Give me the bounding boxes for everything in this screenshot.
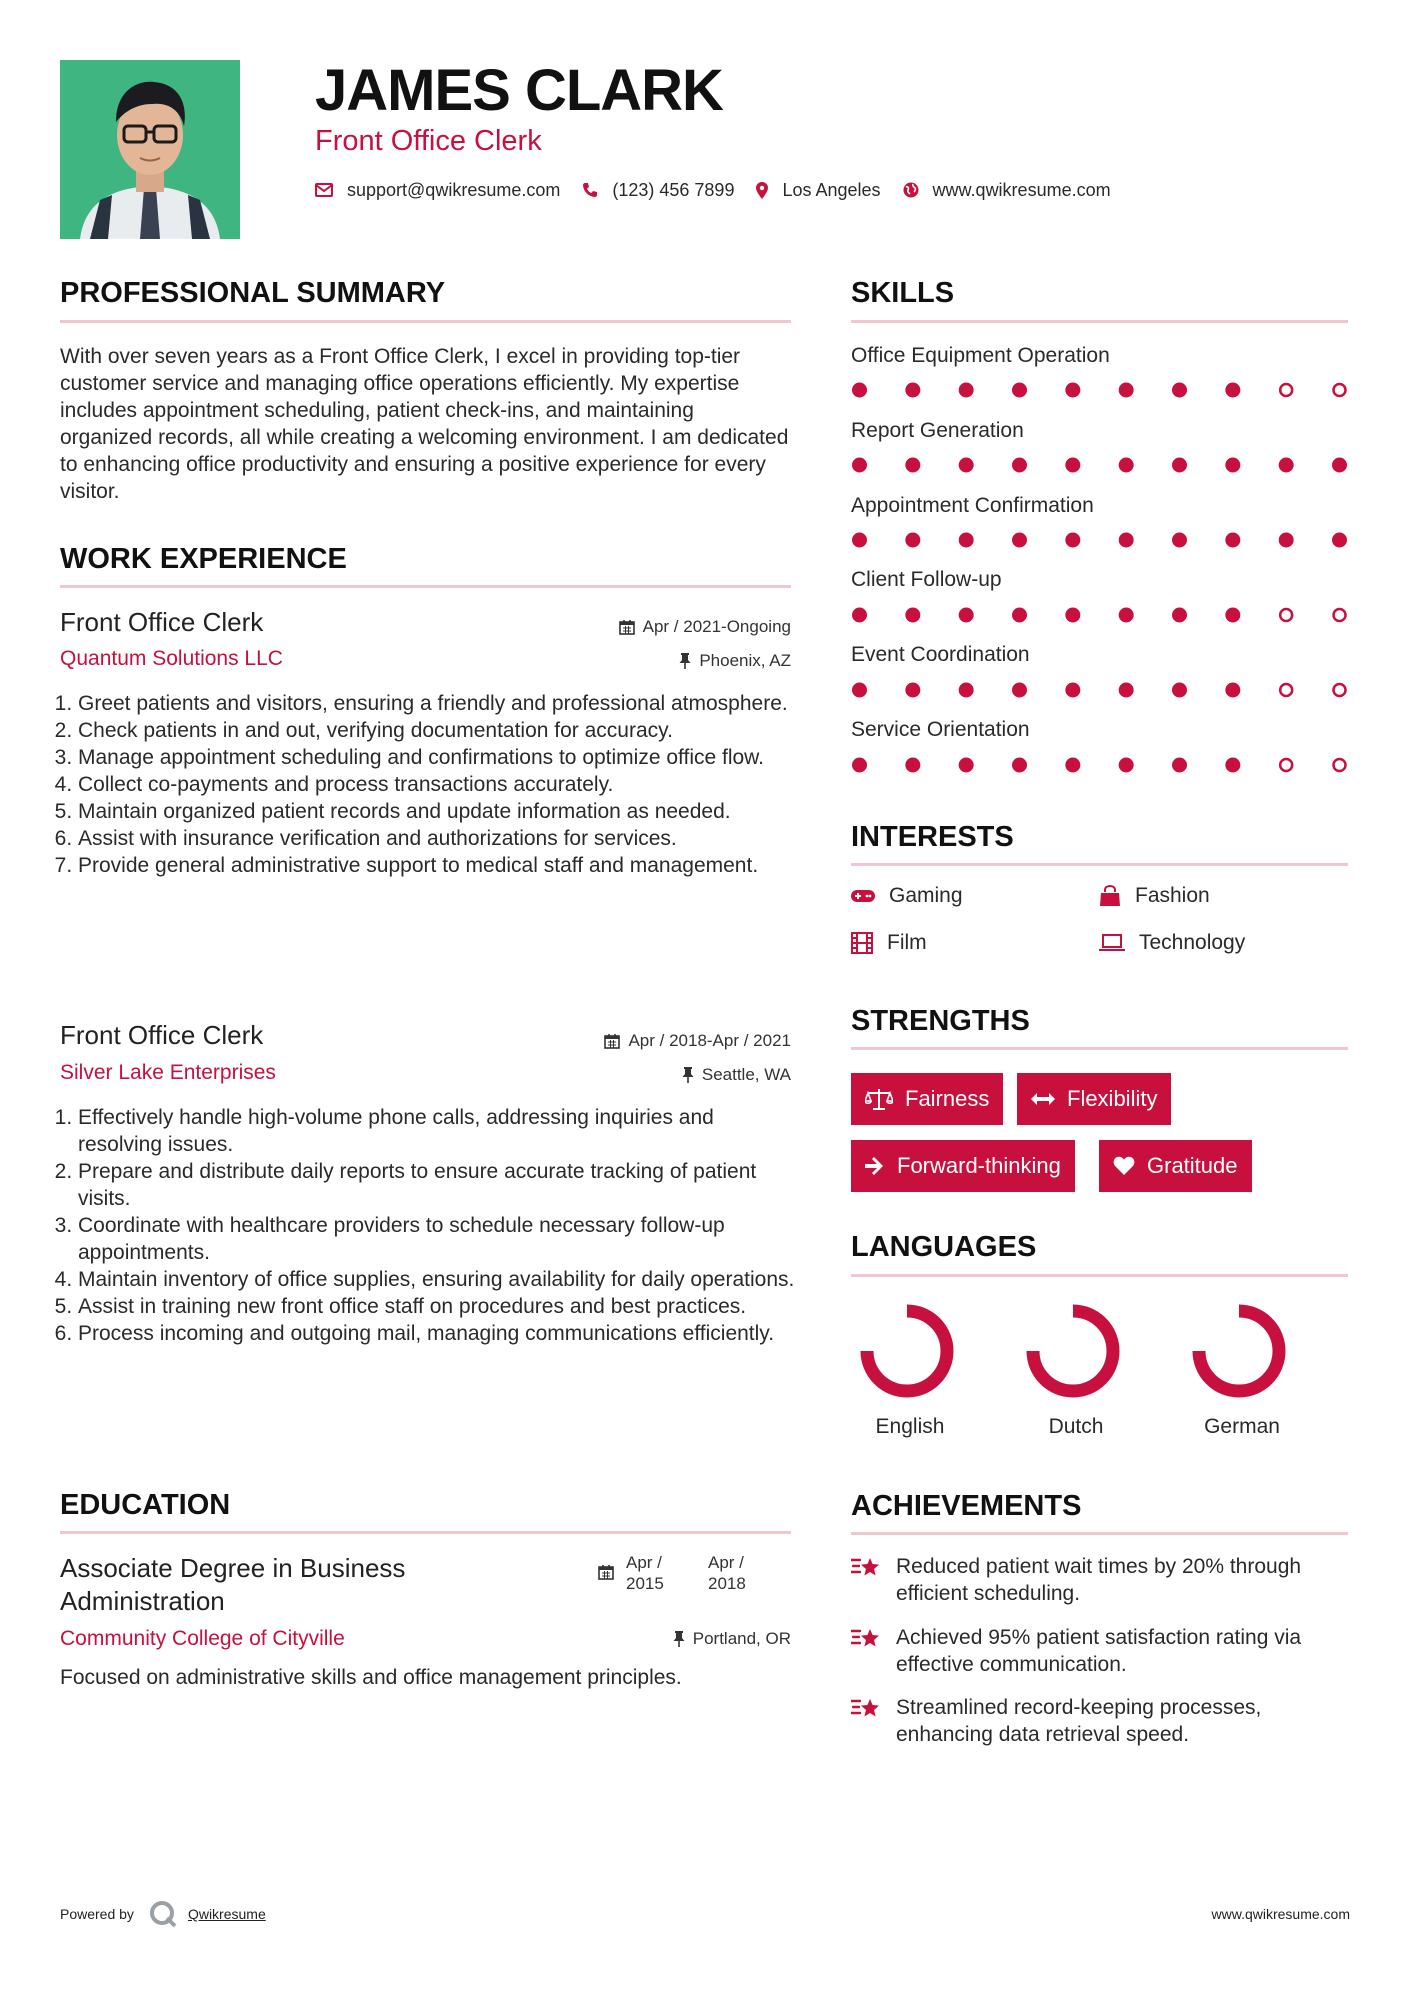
rating-dot-empty — [1280, 609, 1292, 621]
strength-fairness — [851, 1073, 1003, 1125]
summary-divider — [60, 320, 791, 323]
skills-divider — [851, 320, 1348, 323]
duty-item: 3. Coordinate with healthcare providers to schedule necessary follow-up appointments. — [78, 1212, 800, 1266]
rating-dot-empty — [1280, 684, 1292, 696]
rating-dot-filled — [1225, 758, 1240, 773]
calendar-icon — [598, 1564, 614, 1580]
job-duties — [60, 1104, 800, 1347]
strengths-heading: STRENGTHS — [851, 1005, 1030, 1037]
strength-forward-thinking — [851, 1140, 1075, 1192]
skill-name: Service Orientation — [851, 718, 1030, 741]
rating-dot-filled — [1065, 758, 1080, 773]
rating-dot-empty — [1334, 759, 1346, 771]
duty-item: 6. Process incoming and outgoing mail, managing communications efficiently. — [78, 1320, 800, 1347]
duty-item: 5. Assist in training new front office staff on procedures and best practices. — [78, 1293, 800, 1320]
pushpin-icon — [682, 1067, 694, 1083]
strength-gratitude — [1099, 1140, 1252, 1192]
language-label: Dutch — [1048, 1415, 1104, 1438]
calendar-icon — [604, 1033, 620, 1049]
skill-rating — [851, 605, 1348, 625]
footer-powered-by — [60, 1899, 266, 1929]
skill-rating — [851, 455, 1348, 475]
contact-website[interactable] — [903, 180, 1111, 201]
rating-dot-filled — [959, 758, 974, 773]
rating-dot-filled — [1172, 608, 1187, 623]
rating-dot-filled — [1279, 533, 1294, 548]
rating-dot-empty — [1334, 384, 1346, 396]
strength-label: Fairness — [905, 1086, 990, 1111]
interest-label: Fashion — [1135, 884, 1210, 907]
achievement-text: Achieved 95% patient satisfaction rating via effective communication. — [896, 1626, 1302, 1676]
strength-label: Flexibility — [1067, 1086, 1158, 1111]
experience-divider — [60, 585, 791, 588]
website-text: www.qwikresume.com — [932, 179, 1111, 200]
contact-bar — [315, 176, 1133, 204]
contact-phone[interactable] — [582, 180, 734, 201]
skill-rating — [851, 530, 1348, 550]
skill-name: Client Follow-up — [851, 568, 1002, 591]
rating-dot-filled — [1225, 608, 1240, 623]
rating-dot-filled — [905, 683, 920, 698]
experience-heading: WORK EXPERIENCE — [60, 543, 347, 575]
duty-item: 4. Maintain inventory of office supplies, ensuring availability for daily operations. — [78, 1266, 800, 1293]
rating-dot-filled — [1172, 383, 1187, 398]
rating-dot-empty — [1334, 609, 1346, 621]
degree-title: Associate Degree in Business Administration — [60, 1553, 406, 1616]
rating-dot-filled — [1119, 383, 1134, 398]
strength-label: Gratitude — [1147, 1153, 1238, 1178]
duty-item: 2. Check patients in and out, verifying documentation for accuracy. — [78, 717, 800, 744]
achievement-item — [851, 1553, 1351, 1607]
job-location — [679, 650, 791, 672]
duty-item: 6. Assist with insurance verification and authorizations for services. — [78, 825, 800, 852]
rating-dot-filled — [905, 383, 920, 398]
job-title: Front Office Clerk — [60, 1020, 264, 1050]
laptop-icon — [1099, 934, 1125, 952]
heart-icon — [1113, 1156, 1135, 1176]
shooting-star-icon — [851, 1555, 883, 1581]
rating-dot-filled — [1065, 383, 1080, 398]
education-end: Apr / 2018 — [708, 1553, 746, 1593]
job-dates-text: Apr / 2018-Apr / 2021 — [628, 1031, 791, 1050]
achievement-item — [851, 1694, 1351, 1748]
rating-dot-filled — [959, 458, 974, 473]
language-label: German — [1204, 1415, 1280, 1438]
rating-dot-filled — [852, 533, 867, 548]
school-name: Community College of Cityville — [60, 1627, 345, 1650]
education-location-text: Portland, OR — [692, 1629, 791, 1648]
rating-dot-filled — [959, 683, 974, 698]
rating-dot-filled — [1332, 458, 1347, 473]
qwikresume-logo-icon — [148, 1899, 178, 1929]
arrow-right-icon — [865, 1157, 885, 1175]
phone-text: (123) 456 7899 — [612, 179, 735, 200]
languages-heading: LANGUAGES — [851, 1231, 1037, 1263]
language-arc — [867, 1311, 947, 1391]
education-heading: EDUCATION — [60, 1489, 231, 1521]
rating-dot-filled — [1225, 458, 1240, 473]
contact-location — [756, 180, 880, 201]
rating-dot-filled — [1225, 683, 1240, 698]
film-icon — [851, 932, 873, 954]
envelope-icon — [315, 183, 333, 197]
duty-item: 4. Collect co-payments and process transactions accurately. — [78, 771, 800, 798]
interests-divider — [851, 863, 1348, 866]
interests-heading: INTERESTS — [851, 821, 1014, 853]
job-location-text: Phoenix, AZ — [699, 651, 791, 670]
interest-fashion — [1099, 883, 1210, 909]
rating-dot-filled — [1012, 758, 1027, 773]
email-text: support@qwikresume.com — [347, 179, 561, 200]
strength-label: Forward-thinking — [897, 1153, 1061, 1178]
rating-dot-filled — [852, 608, 867, 623]
location-text: Los Angeles — [782, 179, 881, 200]
rating-dot-filled — [905, 458, 920, 473]
job-duties — [60, 690, 800, 879]
contact-email[interactable] — [315, 180, 560, 201]
skill-name: Event Coordination — [851, 643, 1030, 666]
language-label: English — [875, 1415, 945, 1438]
rating-dot-filled — [1332, 533, 1347, 548]
calendar-icon — [619, 619, 635, 635]
interest-label: Gaming — [889, 884, 963, 907]
rating-dot-filled — [852, 458, 867, 473]
rating-dot-filled — [1119, 683, 1134, 698]
rating-dot-filled — [1012, 683, 1027, 698]
achievements-divider — [851, 1532, 1348, 1535]
rating-dot-filled — [1012, 608, 1027, 623]
skills-heading: SKILLS — [851, 277, 955, 309]
strengths-divider — [851, 1047, 1348, 1050]
rating-dot-filled — [1065, 458, 1080, 473]
rating-dot-filled — [1012, 458, 1027, 473]
arrows-horizontal-icon — [1031, 1092, 1055, 1106]
skill-name: Office Equipment Operation — [851, 344, 1110, 367]
duty-item: 5. Maintain organized patient records and update information as needed. — [78, 798, 800, 825]
job-dates-text: Apr / 2021-Ongoing — [642, 617, 791, 636]
achievement-text: Reduced patient wait times by 20% through efficient scheduling. — [896, 1555, 1302, 1605]
rating-dot-empty — [1280, 759, 1292, 771]
candidate-name: JAMES CLARK — [315, 58, 723, 123]
shopping-bag-icon — [1099, 885, 1121, 907]
rating-dot-filled — [1065, 608, 1080, 623]
balance-scale-icon — [865, 1088, 893, 1110]
rating-dot-filled — [905, 758, 920, 773]
pushpin-icon — [679, 653, 691, 669]
interest-label: Film — [887, 931, 927, 954]
summary-text: With over seven years as a Front Office Clerk, I excel in providing top-tier customer service and managing office operations efficiently. My expertise includes appointment scheduling, patient check-ins, and maintaining organized records, all while creating a welcoming environment. I am dedicated to enhancing office productivity and ensuring a positive experience for every visitor. — [60, 345, 789, 503]
achievement-text: Streamlined record-keeping processes, enhancing data retrieval speed. — [896, 1696, 1262, 1746]
rating-dot-filled — [959, 383, 974, 398]
rating-dot-empty — [1280, 384, 1292, 396]
rating-dot-filled — [1065, 533, 1080, 548]
job-dates — [619, 616, 791, 638]
language-gauge — [852, 1296, 962, 1406]
rating-dot-empty — [1334, 684, 1346, 696]
job-company: Silver Lake Enterprises — [60, 1061, 276, 1084]
language-arc — [1033, 1311, 1113, 1391]
duty-item: 2. Prepare and distribute daily reports to ensure accurate tracking of patient visits. — [78, 1158, 800, 1212]
candidate-title: Front Office Clerk — [315, 125, 542, 157]
skill-name: Report Generation — [851, 419, 1024, 442]
achievement-item — [851, 1624, 1351, 1678]
rating-dot-filled — [1012, 383, 1027, 398]
interest-technology — [1099, 930, 1245, 956]
interest-gaming — [851, 883, 963, 909]
job-location-text: Seattle, WA — [701, 1065, 791, 1084]
rating-dot-filled — [1012, 533, 1027, 548]
achievements-heading: ACHIEVEMENTS — [851, 1490, 1082, 1522]
shooting-star-icon — [851, 1696, 883, 1722]
rating-dot-filled — [959, 608, 974, 623]
rating-dot-filled — [1119, 458, 1134, 473]
rating-dot-filled — [1279, 458, 1294, 473]
education-start: Apr / 2015 — [626, 1553, 664, 1593]
job-location — [682, 1064, 791, 1086]
rating-dot-filled — [1119, 758, 1134, 773]
powered-by-text: Powered by — [60, 1906, 134, 1922]
job-dates — [604, 1030, 791, 1052]
rating-dot-filled — [959, 533, 974, 548]
map-pin-icon — [756, 182, 768, 199]
language-gauge — [1184, 1296, 1294, 1406]
rating-dot-filled — [1119, 533, 1134, 548]
rating-dot-filled — [1172, 683, 1187, 698]
rating-dot-filled — [905, 533, 920, 548]
summary-heading: PROFESSIONAL SUMMARY — [60, 277, 446, 309]
education-dates — [598, 1552, 778, 1594]
pushpin-icon — [673, 1631, 685, 1647]
duty-item: 7. Provide general administrative support to medical staff and management. — [78, 852, 800, 879]
interest-label: Technology — [1139, 931, 1246, 954]
rating-dot-filled — [852, 683, 867, 698]
duty-item: 1. Greet patients and visitors, ensuring a friendly and professional atmosphere. — [78, 690, 800, 717]
strength-flexibility — [1017, 1073, 1171, 1125]
language-arc — [1199, 1311, 1279, 1391]
duty-item: 1. Effectively handle high-volume phone calls, addressing inquiries and resolving issues. — [78, 1104, 800, 1158]
interest-film — [851, 930, 927, 956]
brand-link[interactable]: Qwikresume — [187, 1906, 266, 1922]
rating-dot-filled — [1172, 458, 1187, 473]
skill-rating — [851, 755, 1348, 775]
skill-name: Appointment Confirmation — [851, 494, 1094, 517]
globe-icon — [903, 182, 919, 198]
skill-rating — [851, 680, 1348, 700]
rating-dot-filled — [1065, 683, 1080, 698]
education-description: Focused on administrative skills and office management principles. — [60, 1666, 682, 1689]
rating-dot-filled — [1225, 533, 1240, 548]
rating-dot-filled — [1119, 608, 1134, 623]
shooting-star-icon — [851, 1626, 883, 1652]
rating-dot-filled — [852, 758, 867, 773]
phone-icon — [582, 182, 598, 198]
rating-dot-filled — [1225, 383, 1240, 398]
rating-dot-filled — [1172, 533, 1187, 548]
education-divider — [60, 1531, 791, 1534]
footer-website[interactable]: www.qwikresume.com — [1211, 1906, 1350, 1922]
rating-dot-filled — [1172, 758, 1187, 773]
languages-divider — [851, 1274, 1348, 1277]
profile-photo — [60, 60, 240, 239]
gamepad-icon — [851, 888, 875, 904]
language-gauge — [1018, 1296, 1128, 1406]
rating-dot-filled — [905, 608, 920, 623]
rating-dot-filled — [852, 383, 867, 398]
job-title: Front Office Clerk — [60, 607, 264, 637]
skill-rating — [851, 380, 1348, 400]
duty-item: 3. Manage appointment scheduling and confirmations to optimize office flow. — [78, 744, 800, 771]
education-location — [673, 1628, 791, 1650]
job-company: Quantum Solutions LLC — [60, 647, 283, 670]
